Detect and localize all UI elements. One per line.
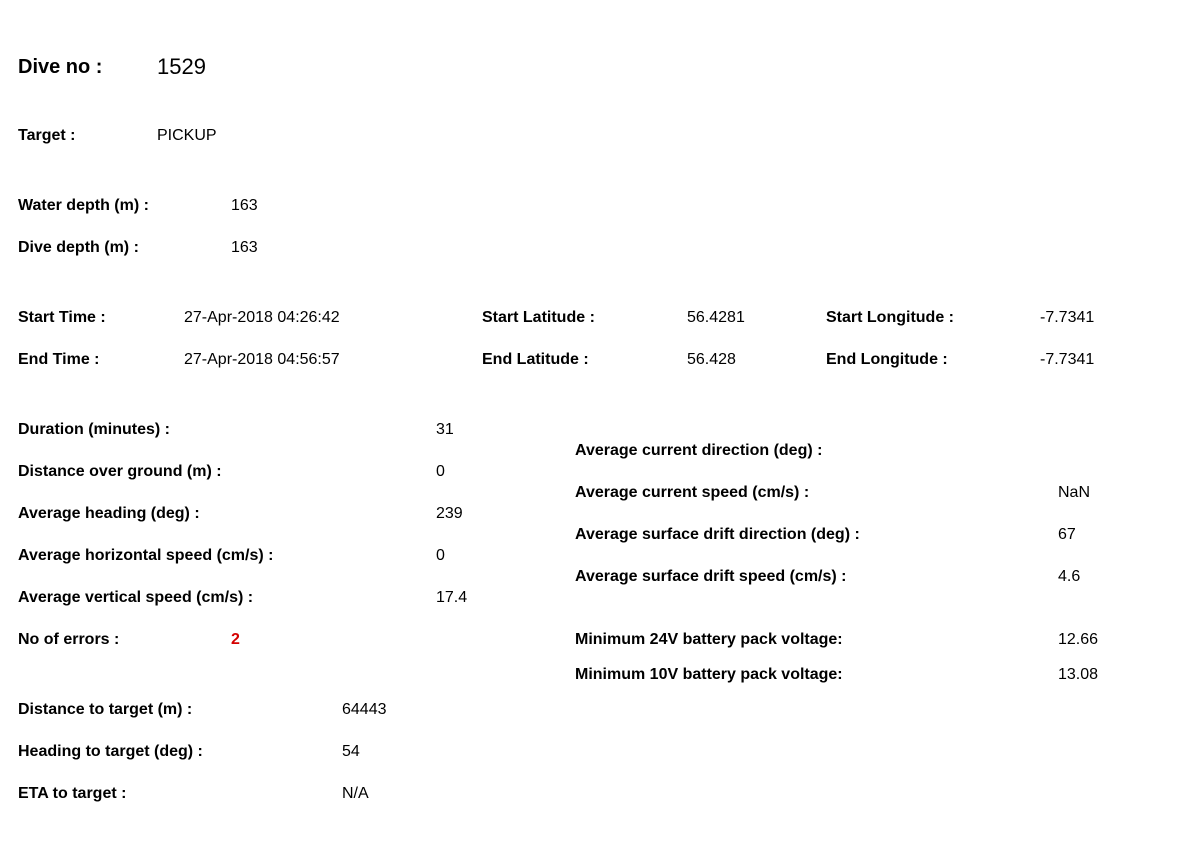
end-latitude-label: End Latitude : <box>482 351 589 368</box>
start-latitude-label: Start Latitude : <box>482 309 595 326</box>
errors-label: No of errors : <box>18 631 120 648</box>
errors-count: 2 <box>231 631 240 648</box>
start-time-value: 27-Apr-2018 04:26:42 <box>184 309 340 326</box>
average-current-speed-value: NaN <box>1058 484 1091 501</box>
start-time-label: Start Time : <box>18 309 106 326</box>
min-10v-battery-label: Minimum 10V battery pack voltage: <box>575 666 843 683</box>
end-longitude-label: End Longitude : <box>826 351 948 368</box>
target-label: Target : <box>18 127 76 144</box>
end-longitude-value: -7.7341 <box>1040 351 1095 368</box>
distance-over-ground-value: 0 <box>436 463 445 480</box>
end-latitude-value: 56.428 <box>687 351 736 368</box>
average-vertical-speed-value: 17.4 <box>436 589 468 606</box>
min-10v-battery-value: 13.08 <box>1058 666 1099 683</box>
average-surface-drift-speed-value: 4.6 <box>1058 568 1081 585</box>
average-surface-drift-direction-value: 67 <box>1058 526 1076 543</box>
average-surface-drift-speed-label: Average surface drift speed (cm/s) : <box>575 568 847 585</box>
start-longitude-label: Start Longitude : <box>826 309 954 326</box>
distance-over-ground-label: Distance over ground (m) : <box>18 463 222 480</box>
water-depth-label: Water depth (m) : <box>18 197 149 214</box>
eta-to-target-label: ETA to target : <box>18 785 127 802</box>
average-heading-value: 239 <box>436 505 463 522</box>
dive-depth-label: Dive depth (m) : <box>18 239 139 256</box>
heading-to-target-value: 54 <box>342 743 360 760</box>
heading-to-target-label: Heading to target (deg) : <box>18 743 203 760</box>
average-current-speed-label: Average current speed (cm/s) : <box>575 484 810 501</box>
start-longitude-value: -7.7341 <box>1040 309 1095 326</box>
average-horizontal-speed-label: Average horizontal speed (cm/s) : <box>18 547 274 564</box>
average-vertical-speed-label: Average vertical speed (cm/s) : <box>18 589 254 606</box>
duration-value: 31 <box>436 421 454 438</box>
dive-depth-value: 163 <box>231 239 258 256</box>
start-latitude-value: 56.4281 <box>687 309 745 326</box>
dive-no-value: 1529 <box>157 54 206 79</box>
water-depth-value: 163 <box>231 197 258 214</box>
eta-to-target-value: N/A <box>342 785 369 802</box>
average-surface-drift-direction-label: Average surface drift direction (deg) : <box>575 526 860 543</box>
min-24v-battery-label: Minimum 24V battery pack voltage: <box>575 631 843 648</box>
min-24v-battery-value: 12.66 <box>1058 631 1099 648</box>
end-time-label: End Time : <box>18 351 100 368</box>
distance-to-target-label: Distance to target (m) : <box>18 701 193 718</box>
end-time-value: 27-Apr-2018 04:56:57 <box>184 351 340 368</box>
distance-to-target-value: 64443 <box>342 701 387 718</box>
average-heading-label: Average heading (deg) : <box>18 505 200 522</box>
average-horizontal-speed-value: 0 <box>436 547 445 564</box>
duration-label: Duration (minutes) : <box>18 421 170 438</box>
dive-no-label: Dive no : <box>18 56 103 78</box>
target-value: PICKUP <box>157 127 217 144</box>
average-current-direction-label: Average current direction (deg) : <box>575 442 823 459</box>
